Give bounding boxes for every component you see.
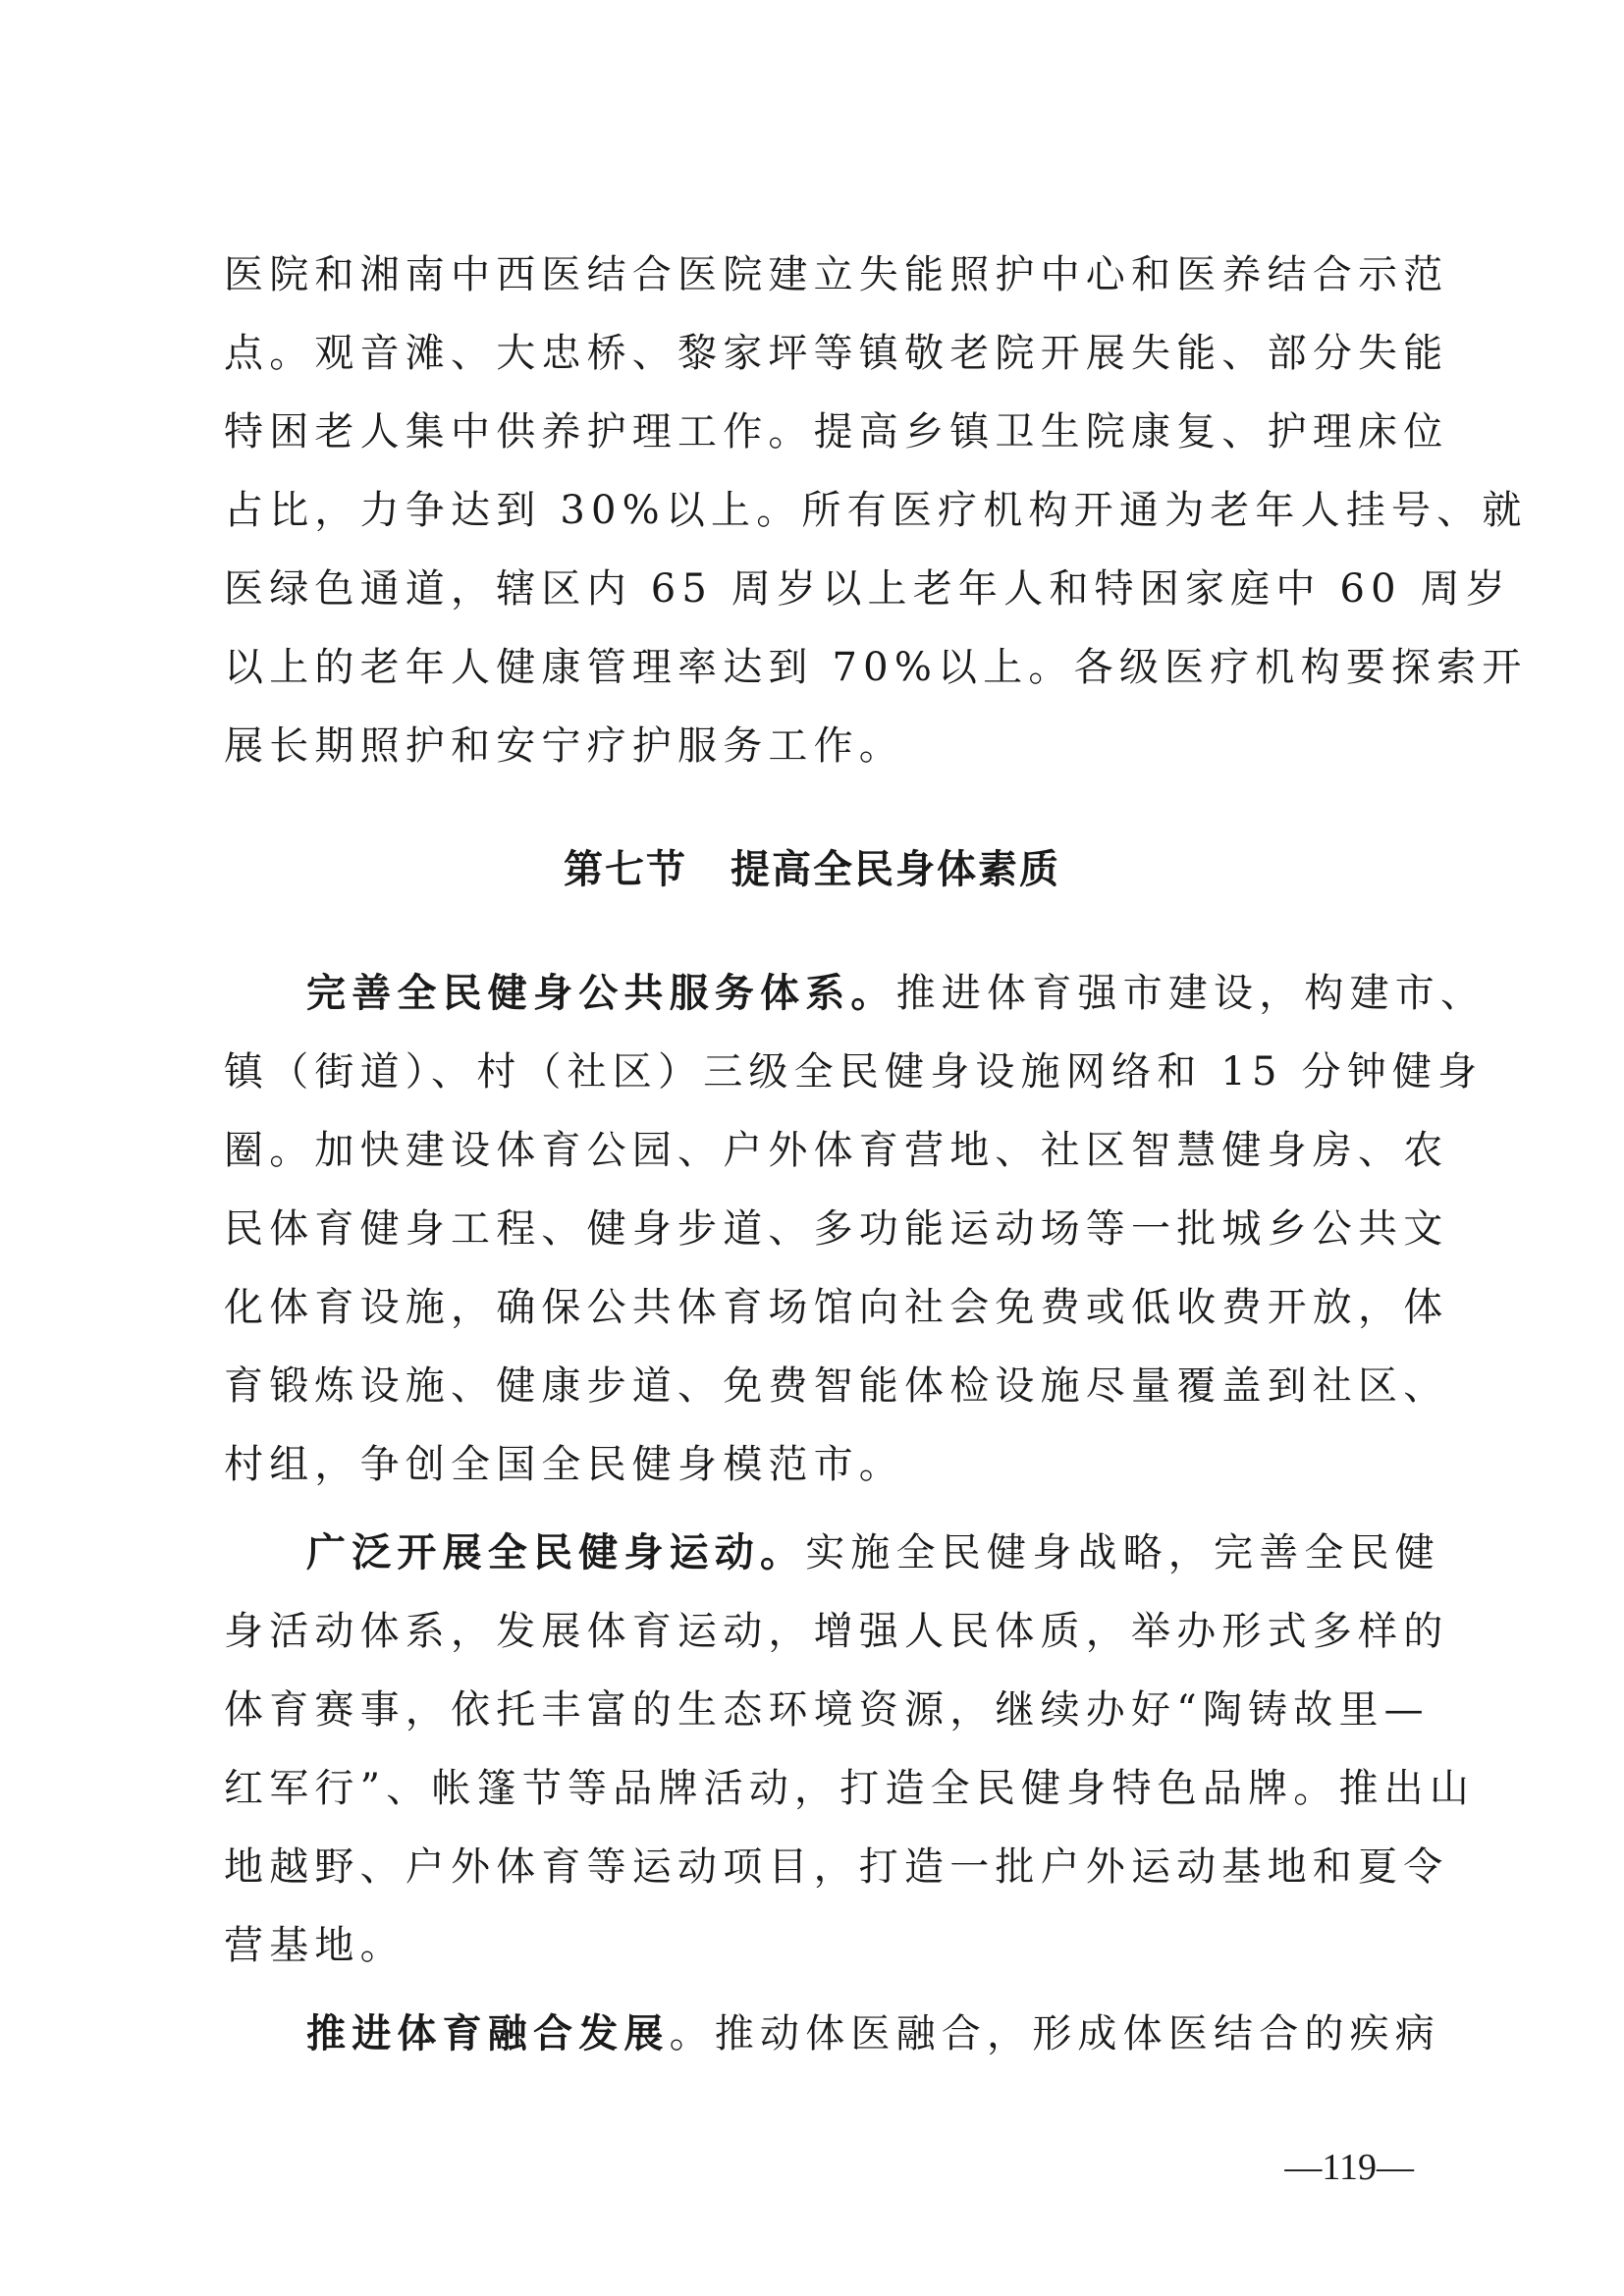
paragraph-1-line-5: 医绿色通道，辖区内 65 周岁以上老年人和特困家庭中 60 周岁	[224, 566, 1512, 612]
section-title: 提高全民身体素质	[731, 847, 1060, 892]
paragraph-4-line-1-text: 。推动体医融合，形成体医结合的疾病	[669, 2011, 1441, 2056]
section-heading	[0, 830, 1624, 909]
paragraph-3-line-3: 体育赛事，依托丰富的生态环境资源，继续办好“陶铸故里—	[224, 1687, 1430, 1733]
paragraph-3-line-1	[306, 1514, 1441, 1592]
paragraph-2-line-3: 圈。加快建设体育公园、户外体育营地、社区智慧健身房、农	[224, 1128, 1449, 1173]
paragraph-2-bold-lead: 完善全民健身公共服务体系。	[306, 970, 896, 1016]
paragraph-1-line-7: 展长期照护和安宁疗护服务工作。	[224, 723, 904, 769]
paragraph-2-line-6: 育锻炼设施、健康步道、免费智能体检设施尽量覆盖到社区、	[224, 1363, 1449, 1409]
paragraph-1-line-1: 医院和湘南中西医结合医院建立失能照护中心和医养结合示范	[224, 252, 1449, 297]
paragraph-3-line-6: 营基地。	[224, 1923, 406, 1968]
paragraph-1-line-2: 点。观音滩、大忠桥、黎家坪等镇敬老院开展失能、部分失能	[224, 331, 1449, 376]
paragraph-1-line-6: 以上的老年人健康管理率达到 70%以上。各级医疗机构要探索开	[224, 645, 1528, 690]
paragraph-3-bold-lead: 广泛开展全民健身运动。	[306, 1529, 806, 1575]
paragraph-3-line-4: 红军行”、帐篷节等品牌活动，打造全民健身特色品牌。推出山	[224, 1766, 1476, 1811]
paragraph-4-bold-lead: 推进体育融合发展	[306, 2010, 670, 2056]
section-number: 第七节	[564, 847, 687, 892]
paragraph-2-line-1	[306, 954, 1487, 1033]
paragraph-3-line-1-text: 实施全民健身战略，完善全民健	[805, 1530, 1441, 1575]
page-number: —119—	[1284, 2147, 1414, 2188]
paragraph-2-line-4: 民体育健身工程、健身步道、多功能运动场等一批城乡公共文	[224, 1206, 1449, 1252]
paragraph-3-line-5: 地越野、户外体育等运动项目，打造一批户外运动基地和夏令	[224, 1844, 1449, 1890]
paragraph-2-line-1-text: 推进体育强市建设，构建市、	[895, 971, 1487, 1016]
paragraph-2-line-5: 化体育设施，确保公共体育场馆向社会免费或低收费开放，体	[224, 1285, 1449, 1330]
paragraph-4-line-1	[306, 1995, 1441, 2073]
paragraph-1-line-3: 特困老人集中供养护理工作。提高乡镇卫生院康复、护理床位	[224, 409, 1449, 454]
paragraph-1-line-4: 占比，力争达到 30%以上。所有医疗机构开通为老年人挂号、就	[224, 488, 1528, 533]
paragraph-2-line-7: 村组，争创全国全民健身模范市。	[224, 1442, 904, 1487]
paragraph-2-line-2: 镇（街道）、村（社区）三级全民健身设施网络和 15 分钟健身	[224, 1049, 1484, 1095]
paragraph-3-line-2: 身活动体系，发展体育运动，增强人民体质，举办形式多样的	[224, 1609, 1449, 1654]
